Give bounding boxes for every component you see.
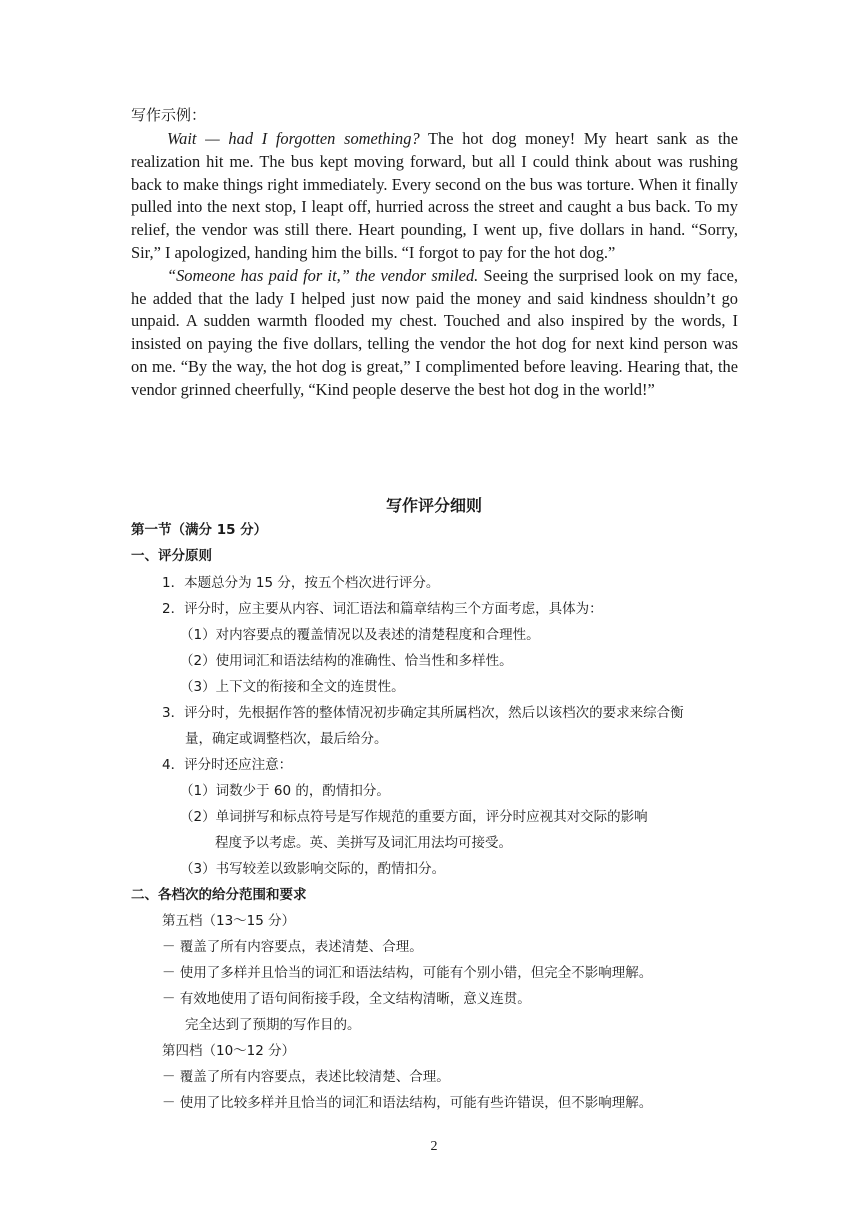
- section-heading: 第一节（满分 15 分）: [131, 522, 268, 538]
- rule-item-1: 1．本题总分为 15 分，按五个档次进行评分。: [162, 575, 440, 591]
- essay-paragraph-1: [131, 128, 738, 265]
- rule-item-2b: （2）使用词汇和语法结构的准确性、恰当性和多样性。: [180, 653, 513, 669]
- level-5-item-3: － 有效地使用了语句间衔接手段，全文结构清晰，意义连贯。: [162, 991, 531, 1007]
- essay-p1-text: The hot dog money! My heart sank as the realization hit me. The bus kept moving forward, but all I could think about was rushing back to make things right immediately. Every second on the bus was torture. When it finally pulled into the next stop, I leapt off, hurried across the street and caught a bus back. To my relief, the vendor was still there. Heart pounding, I went up, five dollars in hand. “Sorry, Sir,” I apologized, handing him the bills. “I forgot to pay for the hot dog.”: [131, 129, 738, 262]
- rule-item-2: 2．评分时，应主要从内容、词汇语法和篇章结构三个方面考虑，具体为：: [162, 601, 603, 617]
- level-4-item-2: － 使用了比较多样并且恰当的词汇和语法结构，可能有些许错误，但不影响理解。: [162, 1095, 653, 1111]
- essay-label: 写作示例：: [131, 106, 207, 124]
- rule-item-4a: （1）词数少于 60 的，酌情扣分。: [180, 783, 390, 799]
- rule-item-2a: （1）对内容要点的覆盖情况以及表述的清楚程度和合理性。: [180, 627, 540, 643]
- level-4-heading: 第四档（10～12 分）: [162, 1043, 296, 1059]
- essay-p2-text: Seeing the surprised look on my face, he added that the lady I helped just now paid the money and said kindness shouldn’t go unpaid. A sudden warmth flooded my chest. Touched and also inspired by the words, I insisted on paying the five dollars, telling the vendor the hot dog for next kind person was on me. “By the way, the hot dog is great,” I complimented before leaving. Hearing that, the vendor grinned cheerfully, “Kind people deserve the best hot dog in the world!”: [131, 265, 738, 399]
- level-4-item-1: － 覆盖了所有内容要点，表述比较清楚、合理。: [162, 1069, 450, 1085]
- essay-p1-italic: Wait — had I forgotten something?: [167, 129, 420, 148]
- essay-p2-italic: “Someone has paid for it,” the vendor smiled.: [167, 265, 479, 285]
- sample-essay: [131, 128, 738, 402]
- rule-item-3-line2: 量，确定或调整档次，最后给分。: [185, 731, 388, 747]
- level-5-item-2: － 使用了多样并且恰当的词汇和语法结构，可能有个别小错，但完全不影响理解。: [162, 965, 653, 981]
- heading-principles: 一、评分原则: [131, 548, 212, 564]
- rule-item-4: 4．评分时还应注意：: [162, 757, 293, 773]
- rule-item-3-line1: 3．评分时，先根据作答的整体情况初步确定其所属档次，然后以该档次的要求来综合衡: [162, 705, 684, 721]
- rule-item-4b-line1: （2）单词拼写和标点符号是写作规范的重要方面，评分时应视其对交际的影响: [180, 809, 648, 825]
- rubric-title: 写作评分细则: [385, 496, 482, 515]
- page-number: 2: [430, 1139, 438, 1154]
- essay-paragraph-2: [131, 265, 738, 402]
- level-5-item-1: － 覆盖了所有内容要点，表述清楚、合理。: [162, 939, 423, 955]
- rule-item-4b-line2: 程度予以考虑。英、美拼写及词汇用法均可接受。: [215, 835, 512, 851]
- level-5-item-4: 完全达到了预期的写作目的。: [185, 1017, 361, 1033]
- rule-item-2c: （3）上下文的衔接和全文的连贯性。: [180, 679, 405, 695]
- rule-item-4c: （3）书写较差以致影响交际的，酌情扣分。: [180, 861, 446, 877]
- level-5-heading: 第五档（13～15 分）: [162, 913, 296, 929]
- heading-levels: 二、各档次的给分范围和要求: [131, 887, 307, 903]
